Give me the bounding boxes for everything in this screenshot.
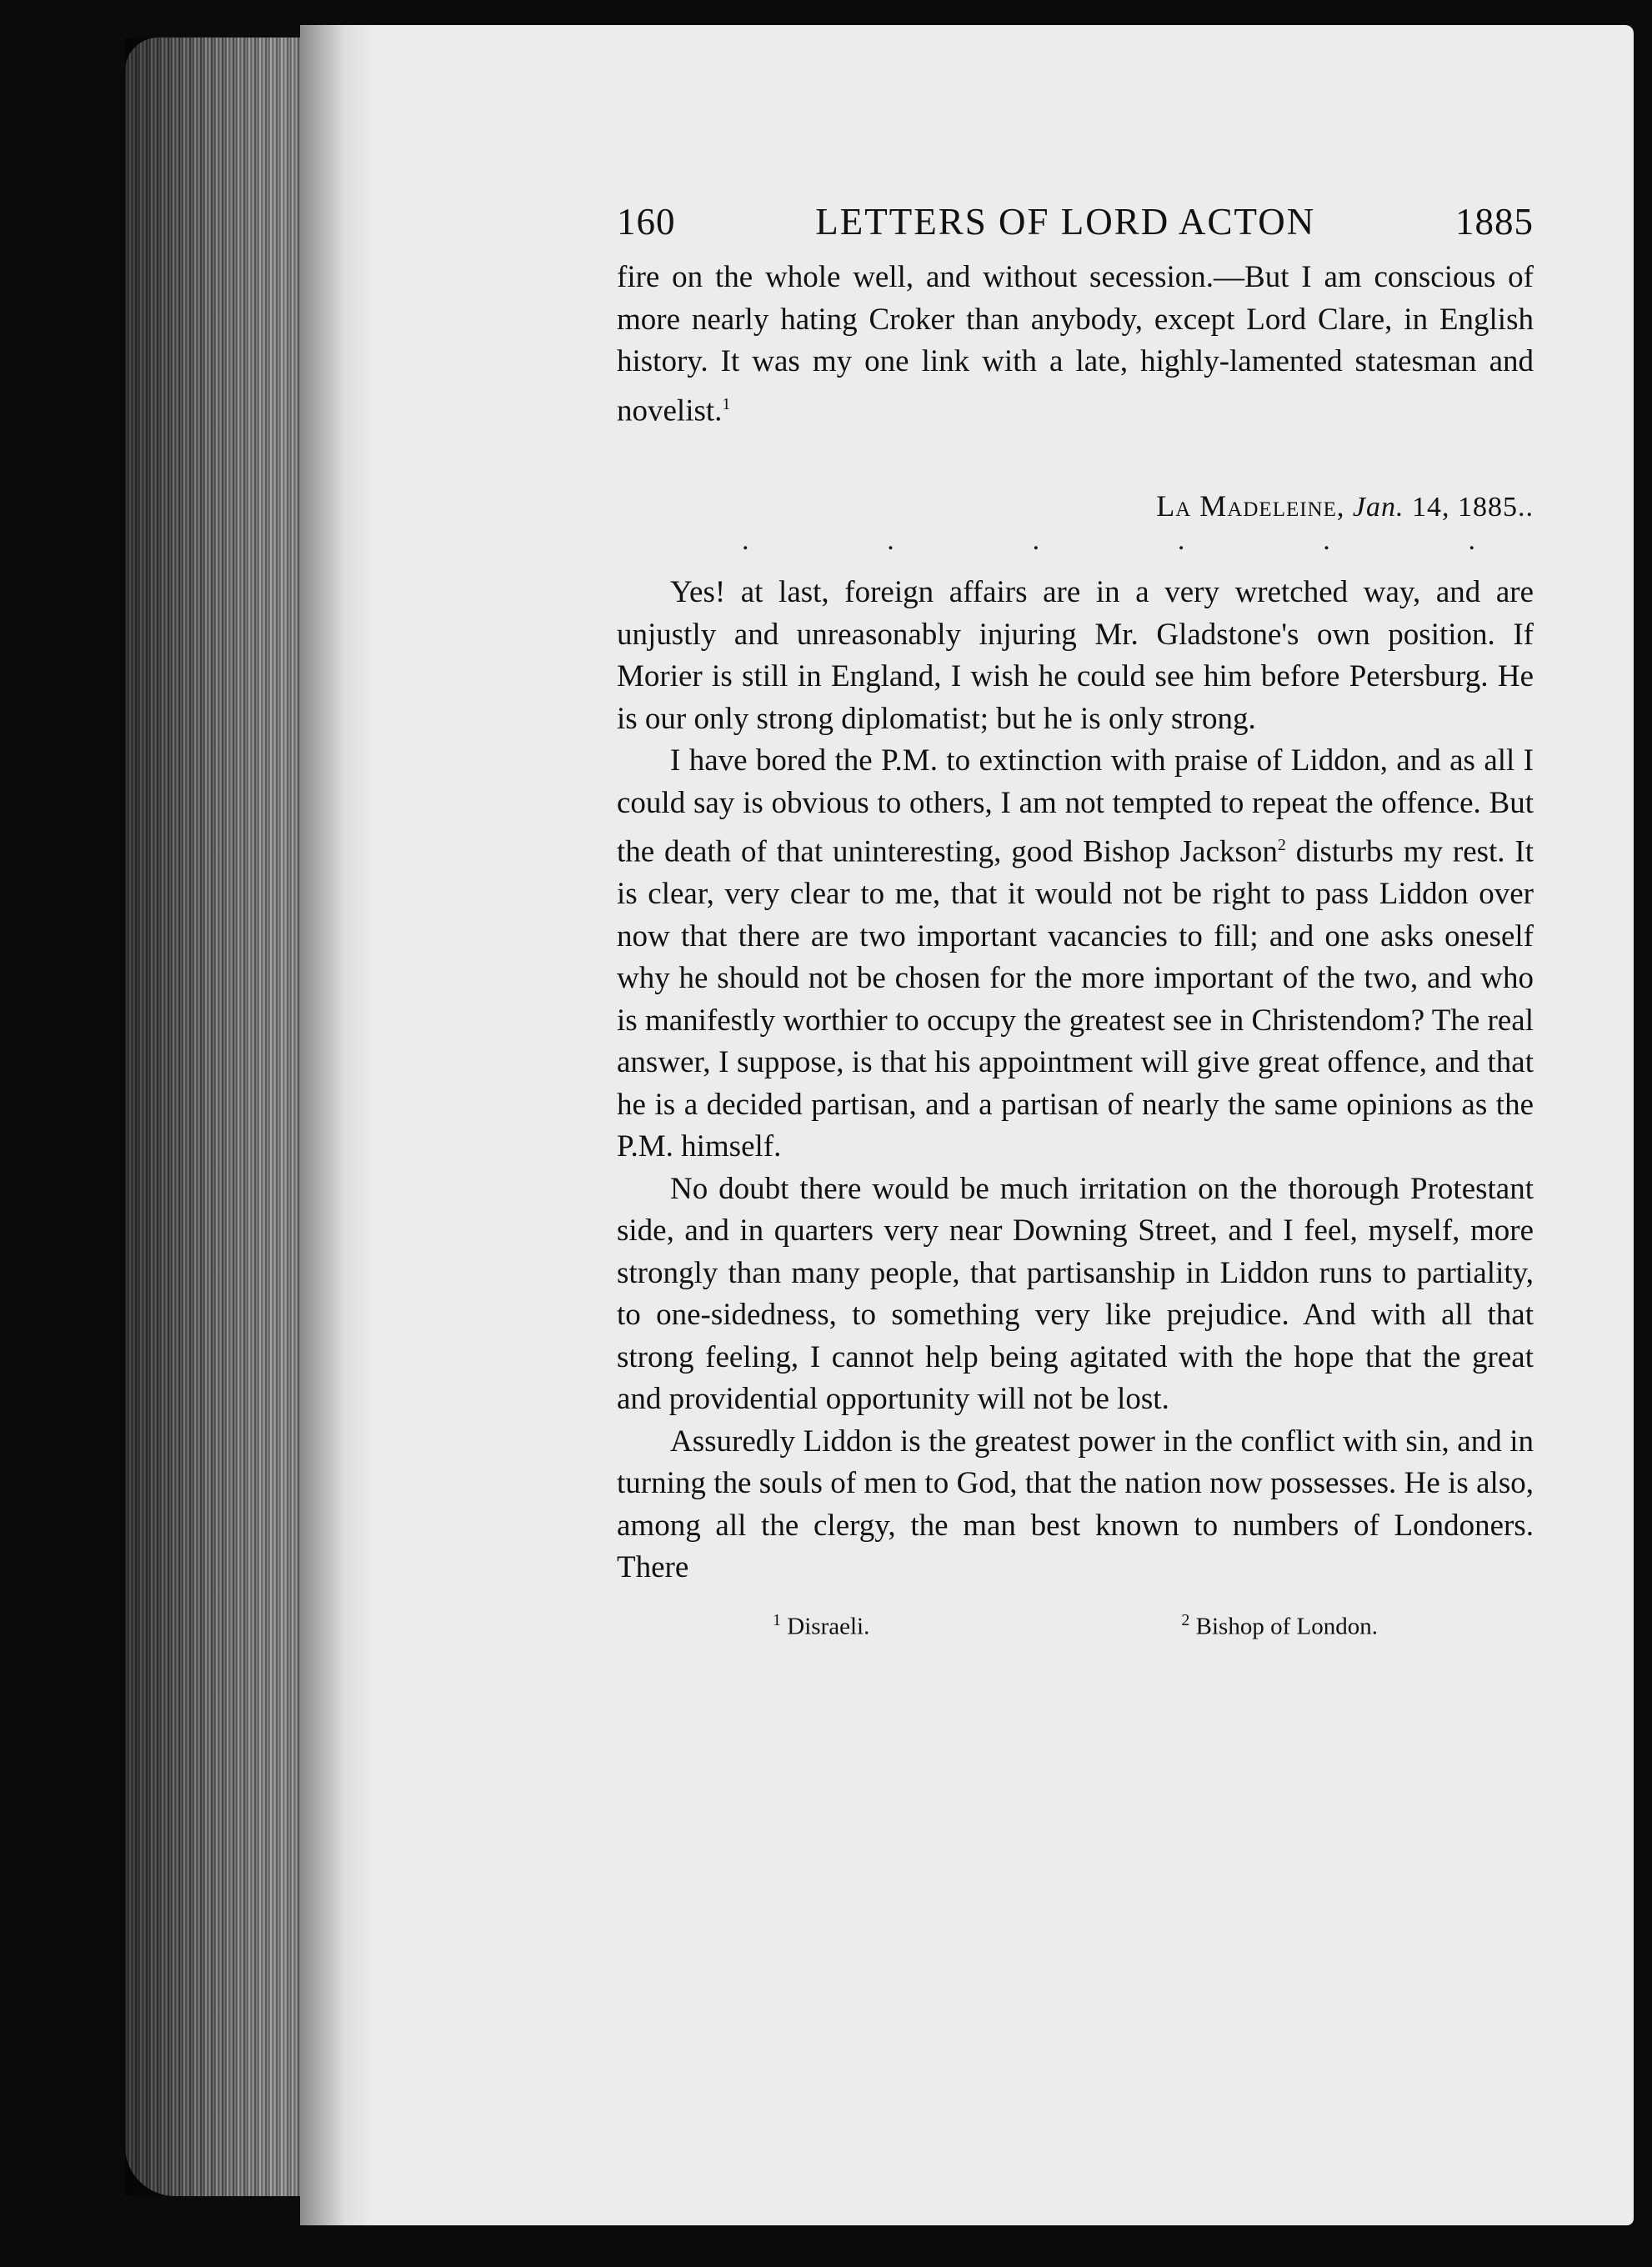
paragraph-text: I have bored the P.M. to extinction with praise of Liddon, and as all I could say is obvious to others, I am not tempted to repeat the offence. But the death of that uninteresting, good Bishop Jackson [617,743,1534,869]
footnotes [617,1611,1534,1641]
footnote-ref-2: 2 [1277,836,1286,855]
opening-paragraph [617,257,1534,432]
footnote-text: Disraeli. [787,1613,870,1640]
dateline-day-year: 14, 1885.. [1412,492,1534,523]
running-head-year: 1885 [1454,201,1534,243]
ellipsis-dot: . [742,525,749,557]
footnote [773,1611,869,1641]
ellipsis-dot: . [1468,525,1475,557]
paragraph-text: disturbs my rest. It is clear, very clear to me, that it would not be right to pass Liddon over now that there are two important vacancies to fill; and one asks oneself why he should not be chosen for the more important of the two, and who is manifestly worthier to occupy the greatest see in Christendom? The real answer, I suppose, is that his appointment will give great offence, and that he is a decided partisan, and a partisan of nearly the same opinions as the P.M. himself. [617,834,1534,1164]
page-edges [125,38,325,2196]
text-block [617,200,1534,1640]
body-text [617,257,1534,432]
page-number: 160 [617,201,676,243]
running-head [617,200,1534,257]
footnote-ref-1: 1 [722,394,731,413]
ellipsis-dot: . [1177,525,1185,557]
letter-body [617,572,1534,1589]
paragraph: No doubt there would be much irritation on the thorough Protestant side, and in quarters very near Downing Street, and I feel, myself, more strongly than many people, that partisanship in Liddon runs to partiality, to one-sidedness, to something very like prejudice. And with all that strong feeling, I cannot help being agitated with the hope that the great and providential opportunity will not be lost. [617,1171,1534,1417]
running-head-title: LETTERS OF LORD ACTON [815,201,1316,243]
ellipsis-dot: . [1032,525,1040,557]
footnote [1181,1611,1378,1641]
dateline-place: La Madeleine [1156,489,1337,523]
opening-paragraph-text: fire on the whole well, and without secession.—But I am conscious of more nearly hating Croker than anybody, except Lord Clare, in English history. It was my one link with a late, highly-lamented statesman and novelist. [617,260,1534,428]
footnote-text: Bishop of London. [1195,1613,1378,1640]
paragraph [617,740,1534,1168]
paragraph: Assuredly Liddon is the greatest power in the conflict with sin, and in turning the souls of men to God, that the nation now possesses. He is also, among all the clergy, the man best known to numbers of Londoners. There [617,1424,1534,1585]
ellipsis-dot: . [1323,525,1330,557]
ellipsis-dot: . [887,525,894,557]
ellipsis-row [617,525,1534,572]
footnote-marker: 2 [1181,1610,1190,1629]
dateline-month: Jan. [1352,492,1404,523]
gutter-shadow [300,25,375,2225]
footnote-marker: 1 [773,1610,782,1629]
letter-dateline: La Madeleine, Jan. 14, 1885.. [1156,489,1534,523]
paragraph: Yes! at last, foreign affairs are in a very wretched way, and are unjustly and unreasonably injuring Mr. Gladstone's own position. If Morier is still in England, I wish he could see him before Petersburg. He is our only strong diplomatist; but he is only strong. [617,575,1534,736]
